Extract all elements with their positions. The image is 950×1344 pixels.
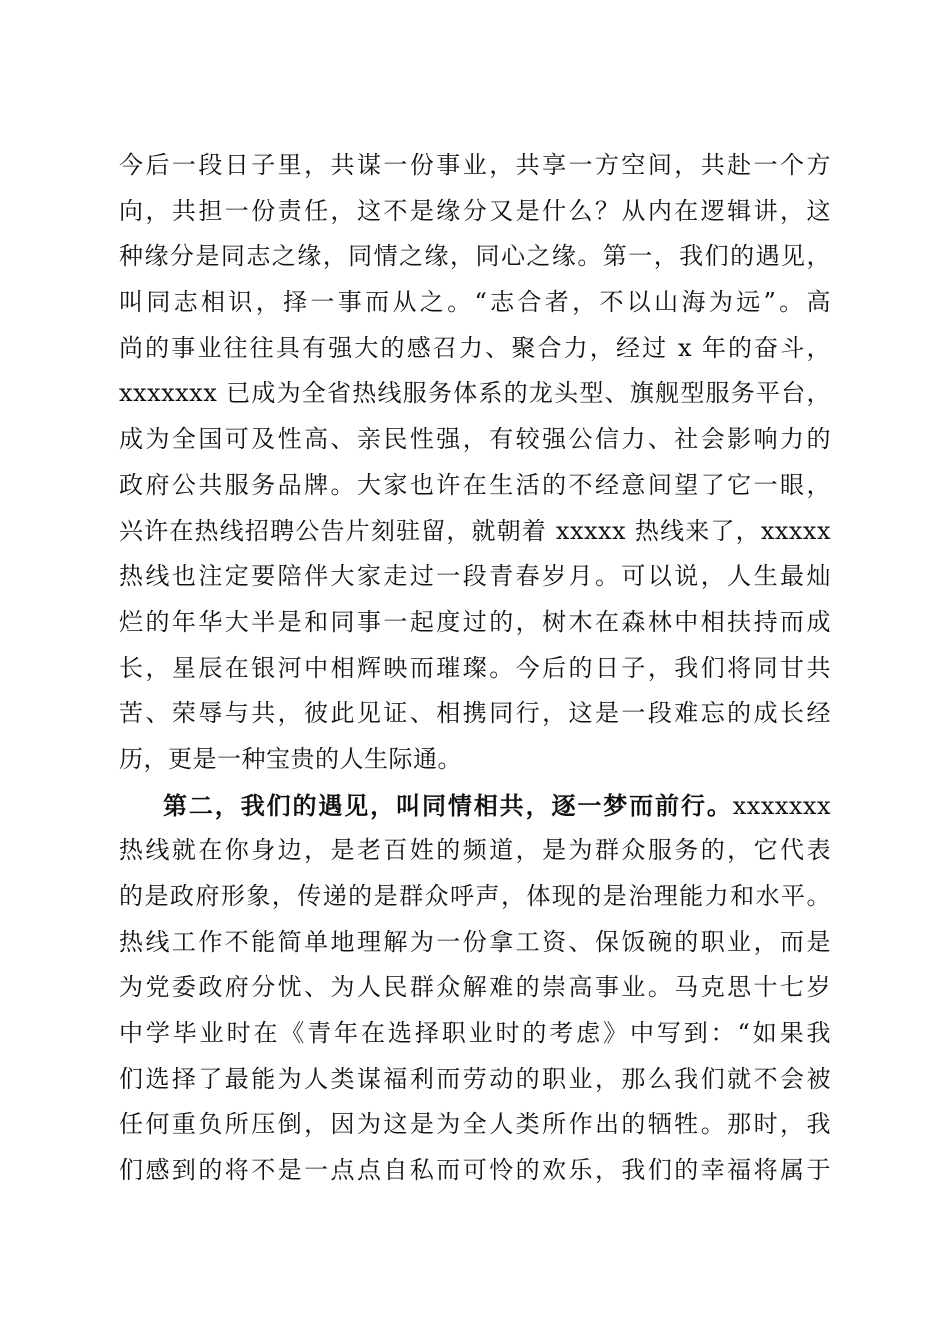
text-line: 政府公共服务品牌。大家也许在生活的不经意间望了它一眼， [119,470,831,499]
text-line: xxxxxxx 已成为全省热线服务体系的龙头型、旗舰型服务平台， [119,379,831,408]
paragraph-heading-line [119,783,831,829]
text-line: 们感到的将不是一点点自私而可怜的欢乐，我们的幸福将属于 [119,1156,831,1185]
text-line: 中学毕业时在《青年在选择职业时的考虑》中写到：“如果我 [119,1019,831,1048]
text-line: 种缘分是同志之缘，同情之缘，同心之缘。第一，我们的遇见， [119,242,831,271]
text-line: 热线也注定要陪伴大家走过一段青春岁月。可以说，人生最灿 [119,562,831,591]
text-line: 的是政府形象，传递的是群众呼声，体现的是治理能力和水平。 [119,882,831,910]
paragraph-2 [119,783,831,1194]
text-line: 任何重负所压倒，因为这是为全人类所作出的牺牲。那时，我 [119,1110,831,1139]
heading-line-rest: xxxxxxx [732,791,831,820]
text-line: 热线工作不能简单地理解为一份拿工资、保饭碗的职业，而是 [119,927,831,956]
text-line: 叫同志相识，择一事而从之。“志合者，不以山海为远”。高 [119,288,831,317]
text-line: 烂的年华大半是和同事一起度过的，树木在森林中相扶持而成 [119,607,831,636]
document-body [119,143,831,1194]
paragraph-1 [119,143,831,783]
text-line: 向，共担一份责任，这不是缘分又是什么？从内在逻辑讲，这 [119,196,831,225]
text-line: 成为全国可及性高、亲民性强，有较强公信力、社会影响力的 [119,425,831,454]
text-line: 长，星辰在银河中相辉映而璀璨。今后的日子，我们将同甘共 [119,653,831,682]
text-line: 今后一段日子里，共谋一份事业，共享一方空间，共赴一个方 [119,151,831,179]
text-line: 历，更是一种宝贵的人生际通。 [119,744,462,773]
text-line: 热线就在你身边，是老百姓的频道，是为群众服务的，它代表 [119,836,831,865]
text-line: 尚的事业往往具有强大的感召力、聚合力，经过 x 年的奋斗， [119,333,831,362]
text-line: 苦、荣辱与共，彼此见证、相携同行，这是一段难忘的成长经 [119,699,831,728]
section-heading: 第二，我们的遇见，叫同情相共，逐一梦而前行。 [163,790,733,820]
text-line: 们选择了最能为人类谋福利而劳动的职业，那么我们就不会被 [119,1064,831,1093]
text-line: 为党委政府分忧、为人民群众解难的崇高事业。马克思十七岁 [119,973,831,1002]
text-line: 兴许在热线招聘公告片刻驻留，就朝着 xxxxx 热线来了，xxxxx [119,516,831,545]
